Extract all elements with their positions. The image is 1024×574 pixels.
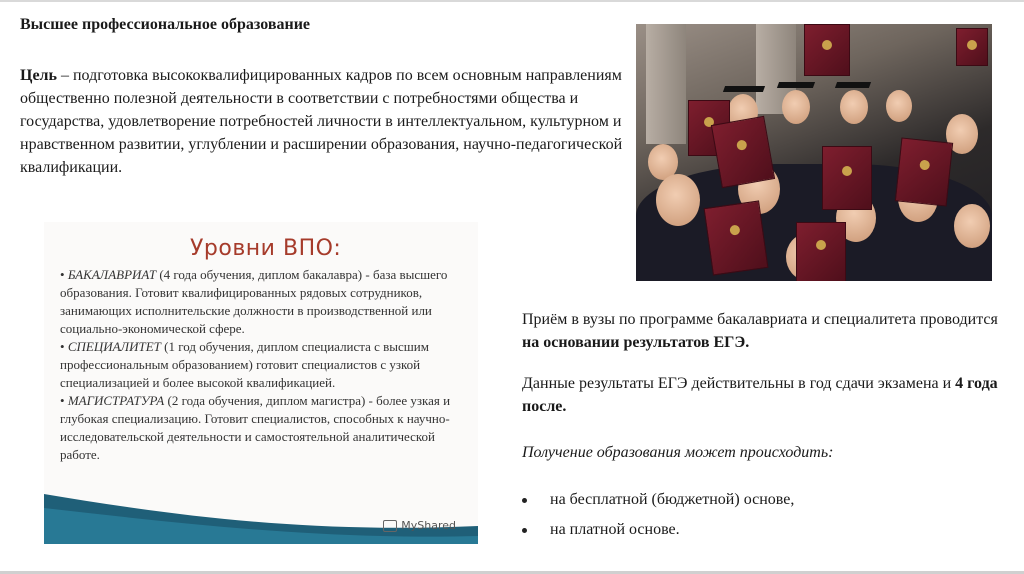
photo-face bbox=[840, 90, 868, 124]
photo-pillar bbox=[646, 24, 686, 144]
level-detail: (1 год обучения, диплом специалиста с высшим профессиональным образованием) готовит специалистов с узкой специализацией и более высокой квалификацией. bbox=[60, 339, 429, 390]
photo-cap bbox=[777, 82, 815, 88]
slide-heading: Высшее профессиональное образование bbox=[20, 16, 311, 33]
photo-diploma bbox=[796, 222, 846, 281]
bullet-dot-icon bbox=[522, 498, 527, 503]
funding-bullet-text: на бесплатной (бюджетной) основе, bbox=[550, 491, 795, 508]
goal-label: Цель bbox=[20, 67, 57, 84]
level-bullet: • bbox=[60, 339, 65, 354]
level-item-master bbox=[60, 392, 460, 464]
graduates-photo bbox=[636, 24, 992, 281]
level-name: СПЕЦИАЛИТЕТ bbox=[67, 339, 161, 354]
validity-emphasis: 4 года после. bbox=[522, 375, 998, 415]
levels-image bbox=[44, 222, 478, 544]
photo-cap bbox=[835, 82, 871, 88]
funding-bullet-text: на платной основе. bbox=[550, 521, 680, 538]
photo-face bbox=[656, 174, 700, 226]
levels-wave-decoration bbox=[44, 464, 478, 544]
photo-diploma bbox=[822, 146, 872, 210]
level-detail: (2 года обучения, диплом магистра) - более узкая и глубокая специализацию. Готовит специалистов, способных к научно-исследовательской деятельности и самостоятельной аналитической работе. bbox=[60, 393, 451, 462]
admission-paragraph bbox=[522, 308, 1002, 354]
watermark-label: MyShared bbox=[401, 519, 456, 532]
goal-text: – подготовка высококвалифицированных кадров по всем основным направлениям общественно полезной деятельности в соответствии с потребностями общества и государства, удовлетворение потребностей личности в интеллектуальном, культурном и нравственном развитии, углублении и расширении образования, научно-педагогической квалификации. bbox=[20, 67, 623, 176]
photo-face bbox=[954, 204, 990, 248]
photo-diploma bbox=[704, 200, 769, 275]
photo-diploma bbox=[956, 28, 988, 66]
validity-paragraph bbox=[522, 372, 1002, 418]
levels-title: Уровни ВПО: bbox=[190, 236, 342, 261]
photo-diploma bbox=[804, 24, 850, 76]
levels-list bbox=[60, 266, 460, 464]
level-detail: (4 года обучения, диплом бакалавра) - база высшего образования. Готовит квалифицированных рядовых сотрудников, занимающих исполнительские должности в производственной или социально-экономической сфере. bbox=[60, 267, 448, 336]
photo-cap bbox=[723, 86, 765, 92]
photo-face bbox=[782, 90, 810, 124]
admission-emphasis: на основании результатов ЕГЭ. bbox=[522, 334, 750, 351]
level-name: БАКАЛАВРИАТ bbox=[67, 267, 157, 282]
slideshow-icon bbox=[383, 520, 397, 532]
myshared-watermark bbox=[383, 519, 456, 532]
photo-diploma bbox=[711, 116, 775, 188]
level-bullet: • bbox=[60, 393, 65, 408]
admission-text: Приём в вузы по программе бакалавриата и специалитета проводится bbox=[522, 311, 998, 328]
level-item-bachelor bbox=[60, 266, 460, 338]
level-name: МАГИСТРАТУРА bbox=[67, 393, 165, 408]
validity-text: Данные результаты ЕГЭ действительны в год сдачи экзамена и bbox=[522, 375, 956, 392]
bullet-dot-icon bbox=[522, 528, 527, 533]
photo-diploma bbox=[895, 137, 953, 206]
goal-paragraph bbox=[20, 64, 632, 179]
level-item-specialist bbox=[60, 338, 460, 392]
photo-face bbox=[886, 90, 912, 122]
level-bullet: • bbox=[60, 267, 65, 282]
funding-intro: Получение образования может происходить: bbox=[522, 444, 834, 461]
slide-top-border bbox=[0, 0, 1024, 2]
